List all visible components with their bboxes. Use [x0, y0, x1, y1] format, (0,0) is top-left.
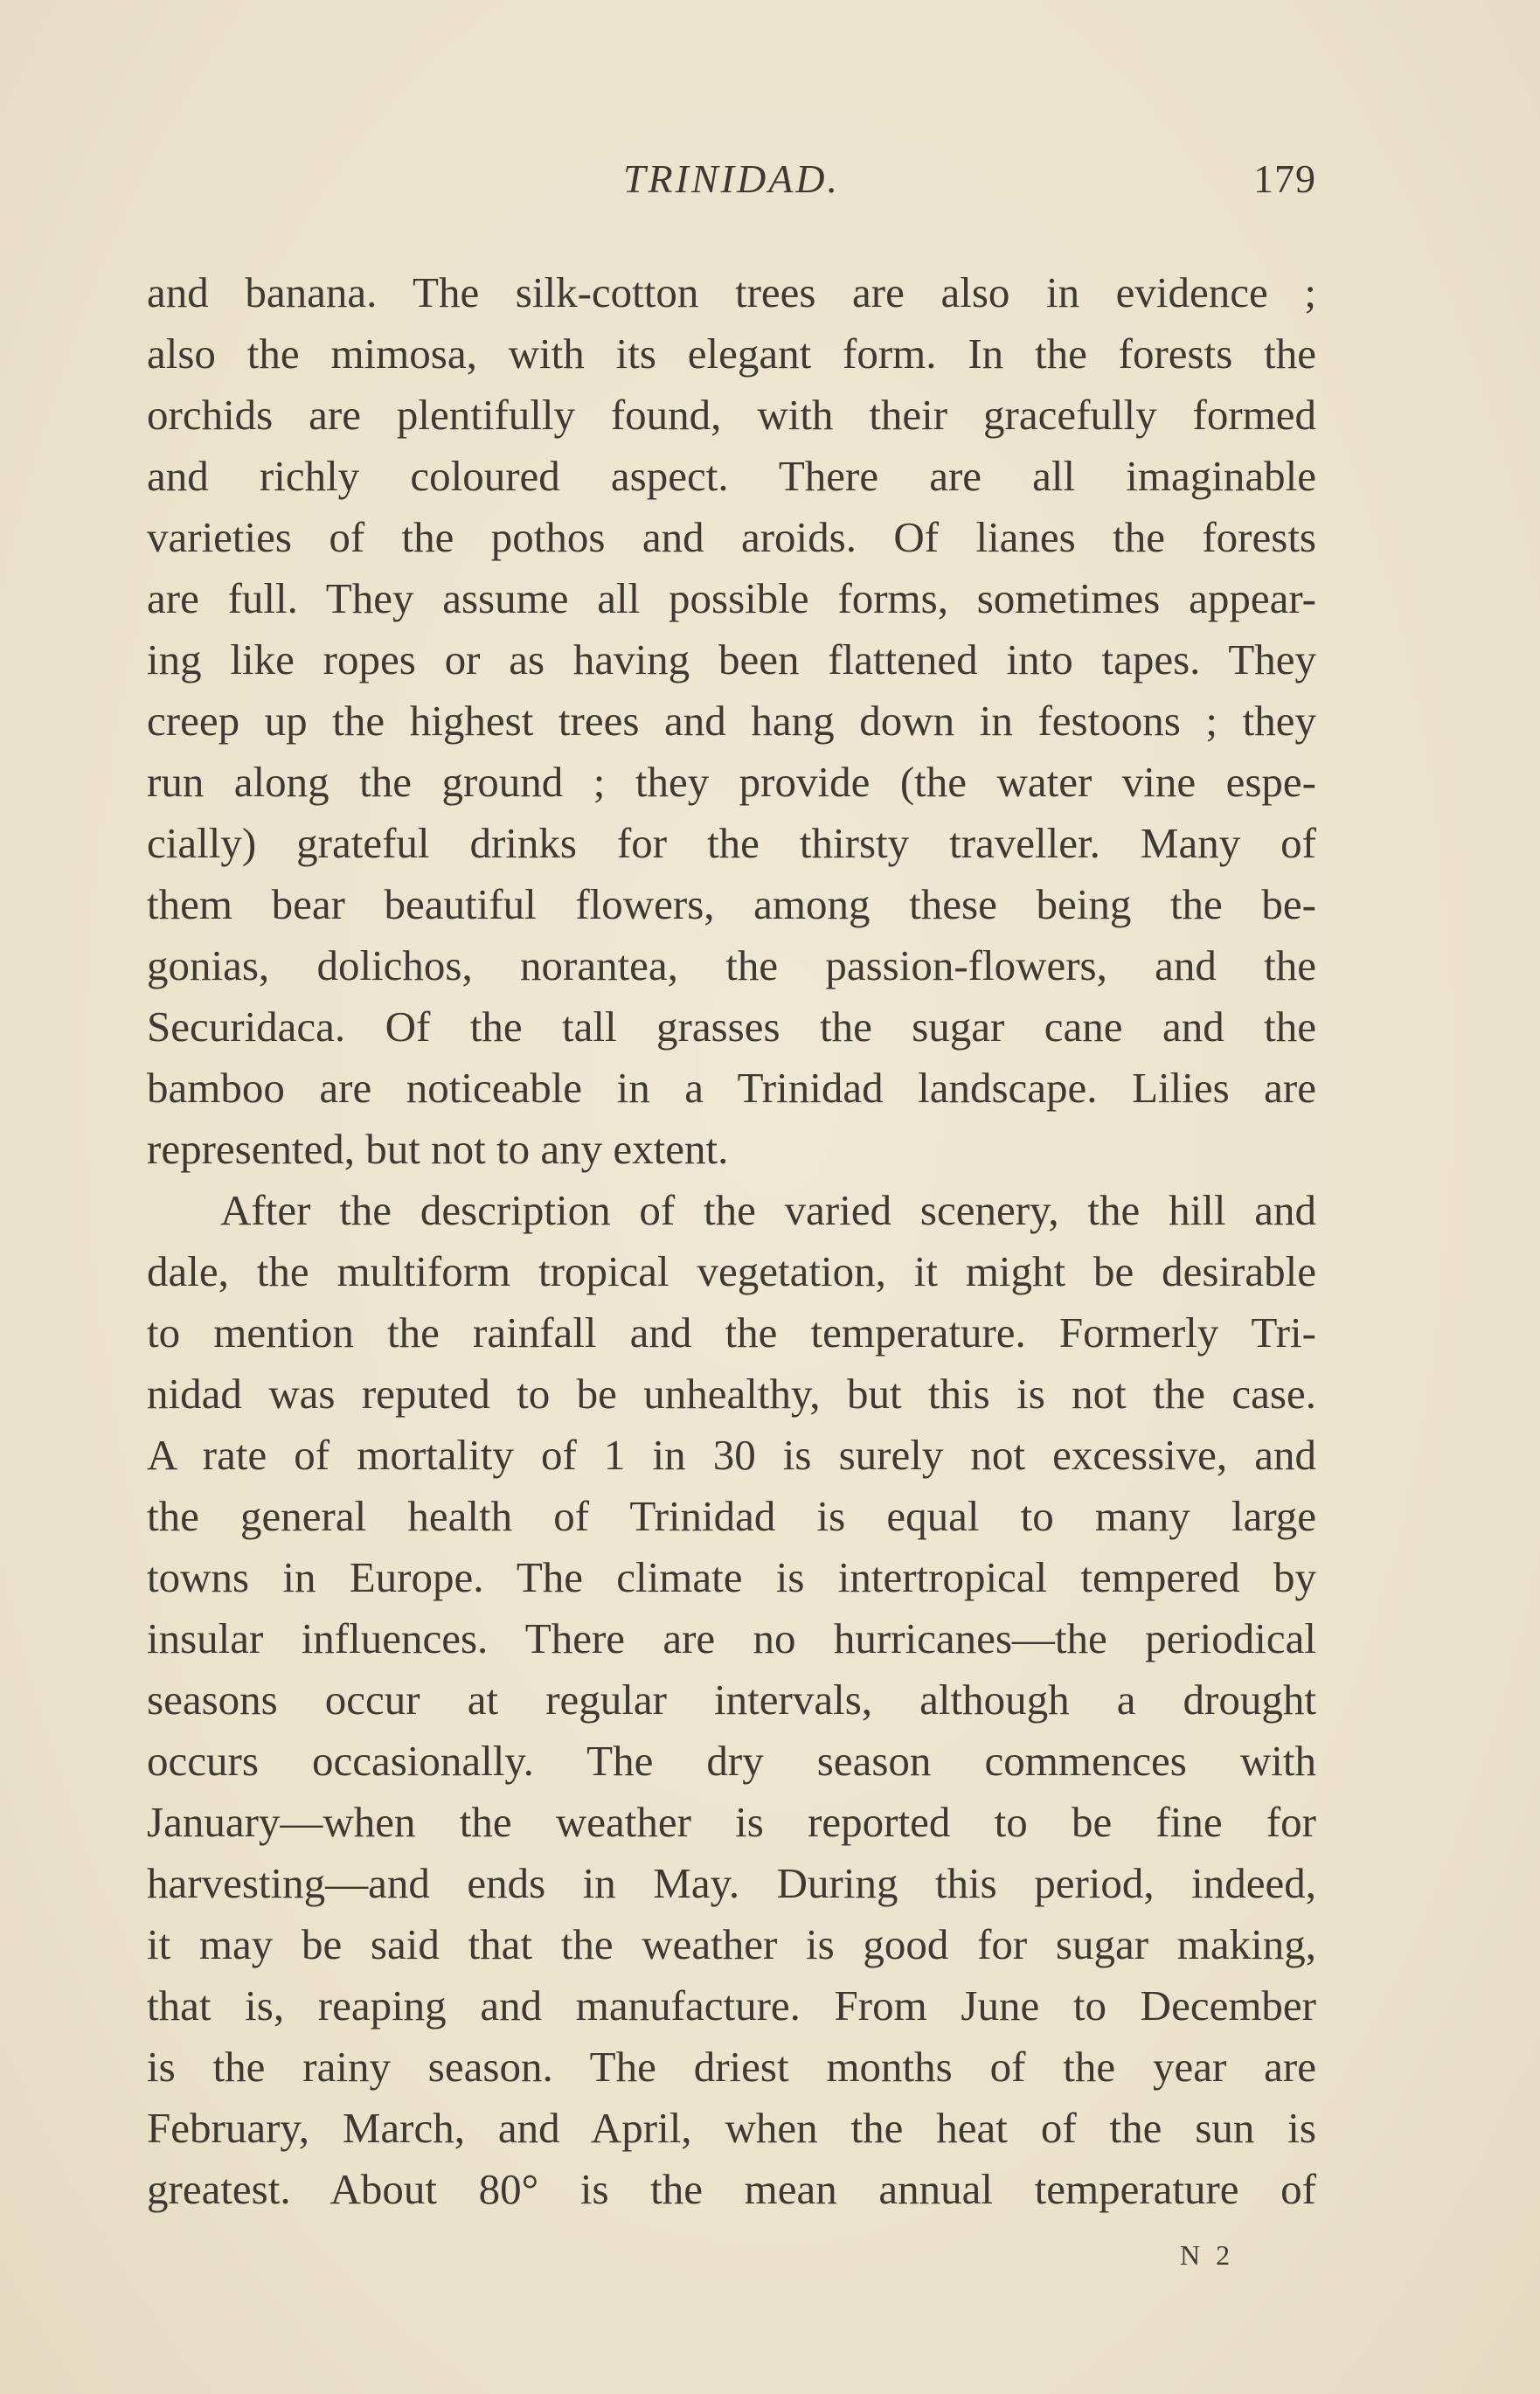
text-line: them bear beautiful flowers, among these being the be-: [147, 880, 1316, 928]
text-line: seasons occur at regular intervals, although a drought: [147, 1676, 1316, 1724]
text-line: harvesting—and ends in May. During this period, indeed,: [147, 1859, 1316, 1907]
text-line: January—when the weather is reported to be fine for: [147, 1798, 1316, 1846]
running-head: [147, 156, 1316, 226]
text-line: varieties of the pothos and aroids. Of lianes the forests: [147, 513, 1316, 561]
text-line: ing like ropes or as having been flattened into tapes. They: [147, 635, 1316, 684]
text-line: orchids are plentifully found, with their gracefully formed: [147, 391, 1316, 439]
running-title: TRINIDAD.: [622, 156, 841, 201]
page-number: 179: [1253, 156, 1316, 201]
text-line: also the mimosa, with its elegant form. In the forests the: [147, 330, 1316, 378]
text-line: are full. They assume all possible forms, sometimes appear-: [147, 574, 1316, 622]
text-line: A rate of mortality of 1 in 30 is surely not excessive, and: [147, 1431, 1316, 1479]
text-line: Securidaca. Of the tall grasses the sugar cane and the: [147, 1003, 1316, 1051]
text-line: dale, the multiform tropical vegetation, it might be desirable: [147, 1247, 1316, 1295]
text-line: cially) grateful drinks for the thirsty traveller. Many of: [147, 819, 1316, 867]
text-line: gonias, dolichos, norantea, the passion-flowers, and the: [147, 941, 1316, 989]
text-line: February, March, and April, when the heat of the sun is: [147, 2104, 1316, 2152]
text-line: nidad was reputed to be unhealthy, but this is not the case.: [147, 1370, 1316, 1418]
text-line: towns in Europe. The climate is intertropical tempered by: [147, 1553, 1316, 1601]
text-line: that is, reaping and manufacture. From June to December: [147, 1981, 1316, 2030]
text-line: and banana. The silk-cotton trees are also in evidence ;: [147, 268, 1316, 316]
signature-mark: N 2: [1180, 2239, 1235, 2271]
text-line: insular influences. There are no hurricanes—the periodical: [147, 1614, 1316, 1662]
text-line: it may be said that the weather is good for sugar making,: [147, 1920, 1316, 1968]
text-line: is the rainy season. The driest months of the year are: [147, 2043, 1316, 2091]
text-line: to mention the rainfall and the temperature. Formerly Tri-: [147, 1308, 1316, 1357]
text-line: the general health of Trinidad is equal to many large: [147, 1492, 1316, 1540]
text-line: run along the ground ; they provide (the water vine espe-: [147, 758, 1316, 806]
text-line: occurs occasionally. The dry season commences with: [147, 1737, 1316, 1785]
text-line: bamboo are noticeable in a Trinidad landscape. Lilies are: [147, 1064, 1316, 1112]
text-line-paragraph-start: After the description of the varied scenery, the hill and: [220, 1186, 1316, 1234]
text-line: creep up the highest trees and hang down in festoons ; they: [147, 697, 1316, 745]
text-line: and richly coloured aspect. There are all imaginable: [147, 452, 1316, 500]
text-line-paragraph-end: represented, but not to any extent.: [147, 1125, 729, 1173]
text-line: greatest. About 80° is the mean annual temperature of: [147, 2165, 1316, 2213]
body-text: [147, 262, 1316, 2220]
